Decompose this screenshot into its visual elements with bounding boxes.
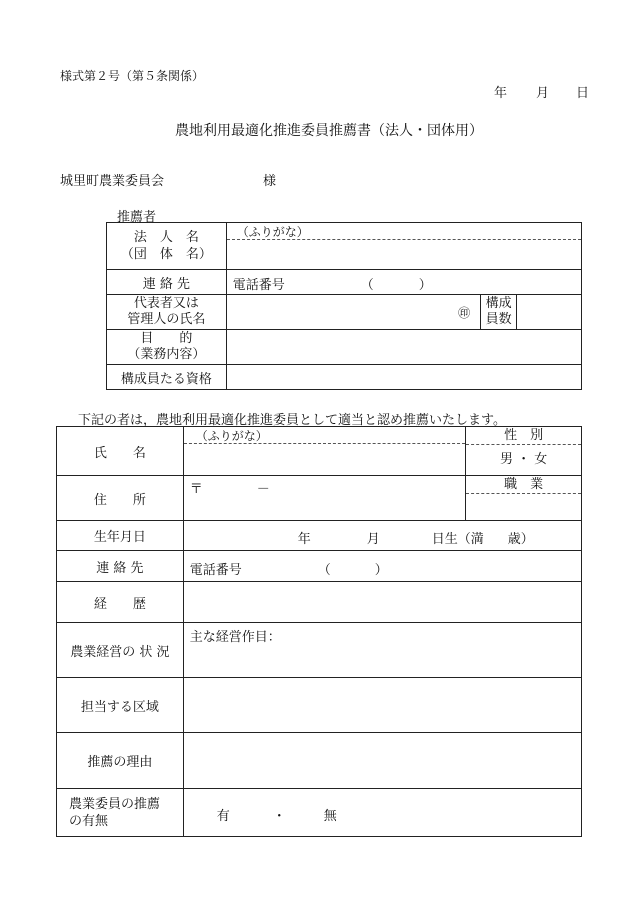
recommendation-statement: 下記の者は，農地利用最適化推進委員として適当と認め推薦いたします。 [78,413,506,428]
purpose-label-line1: 目 的 [140,331,193,346]
recommender-heading: 推薦者 [117,210,157,225]
addressee-honorific: 様 [263,174,277,189]
postal-mark: 〒 [189,482,203,497]
candidate-phone-paren-open: （ [317,563,331,578]
rep-label-line1: 代表者又は [133,296,199,311]
addressee-org: 城里町農業委員会 [60,174,165,189]
candidate-contact-field[interactable] [183,551,581,582]
candidate-name-field[interactable] [183,427,465,476]
committee-rec-field[interactable] [183,789,581,837]
candidate-phone-label: 電話番号 [189,563,242,578]
purpose-label [107,330,227,365]
members-label [481,295,517,330]
date-month: 月 [536,86,550,101]
seal-mark: ㊞ [458,306,471,320]
candidate-phone-paren-close: ） [374,563,388,578]
date-year: 年 [494,86,508,101]
gender-options[interactable]: 男 ・ 女 [499,452,548,467]
candidate-table [56,426,582,837]
recommender-table [106,222,582,390]
candidate-name-label: 氏 名 [57,427,184,476]
corp-name-label-line2: （団 体 名） [120,247,212,262]
birth-label: 生年月日 [57,521,184,551]
members-count-field[interactable] [517,295,582,330]
gender-cell [466,427,582,476]
committee-rec-label-line2: の有無 [69,813,109,829]
occupation-cell[interactable] [466,476,582,521]
date-day: 日 [576,86,590,101]
committee-rec-label [57,789,184,837]
career-label: 経 歴 [57,582,184,623]
purpose-label-line2: （業務内容） [127,347,206,362]
form-number: 様式第２号（第５条関係） [60,69,205,83]
corp-name-label-line1: 法 人 名 [133,230,199,245]
area-field[interactable] [183,678,581,733]
farming-label: 農業経営の 状 況 [57,623,184,678]
option-yes[interactable]: 有 [216,809,230,824]
contact-field[interactable] [226,270,581,295]
address-field[interactable] [183,476,465,521]
birth-field[interactable] [183,521,581,551]
candidate-contact-label: 連 絡 先 [57,551,184,582]
committee-rec-label-line1: 農業委員の推薦 [69,796,161,812]
rep-name-field[interactable] [226,295,480,330]
members-label-line2: 員数 [485,312,512,327]
candidate-furigana: （ふりがな） [184,427,465,444]
qualification-label: 構成員たる資格 [107,365,227,390]
phone-label: 電話番号 [232,278,285,293]
contact-label: 連 絡 先 [107,270,227,295]
rep-label [107,295,227,330]
purpose-field[interactable] [226,330,581,365]
birth-month: 月 [366,532,380,547]
reason-label: 推薦の理由 [57,733,184,789]
corp-name-field[interactable] [226,223,581,270]
gender-label: 性 別 [466,427,581,445]
option-separator: ・ [272,809,286,824]
option-no[interactable]: 無 [323,809,337,824]
farming-field[interactable] [183,623,581,678]
main-crops-label: 主な経営作目： [189,630,281,645]
career-field[interactable] [183,582,581,623]
corp-name-furigana: （ふりがな） [227,223,581,240]
qualification-field[interactable] [226,365,581,390]
birth-day: 日生（満 [431,532,484,547]
birth-age: 歳） [507,532,534,547]
phone-paren-close: ） [418,278,432,293]
corp-name-label [107,223,227,270]
birth-year: 年 [297,532,311,547]
area-label: 担当する区域 [57,678,184,733]
postal-dash: － [256,482,270,497]
rep-label-line2: 管理人の氏名 [127,312,206,327]
members-label-line1: 構成 [485,296,512,311]
address-label: 住 所 [57,476,184,521]
phone-paren-open: （ [360,278,374,293]
occupation-label: 職 業 [466,476,581,494]
reason-field[interactable] [183,733,581,789]
page-title: 農地利用最適化推進委員推薦書（法人・団体用） [175,123,483,139]
